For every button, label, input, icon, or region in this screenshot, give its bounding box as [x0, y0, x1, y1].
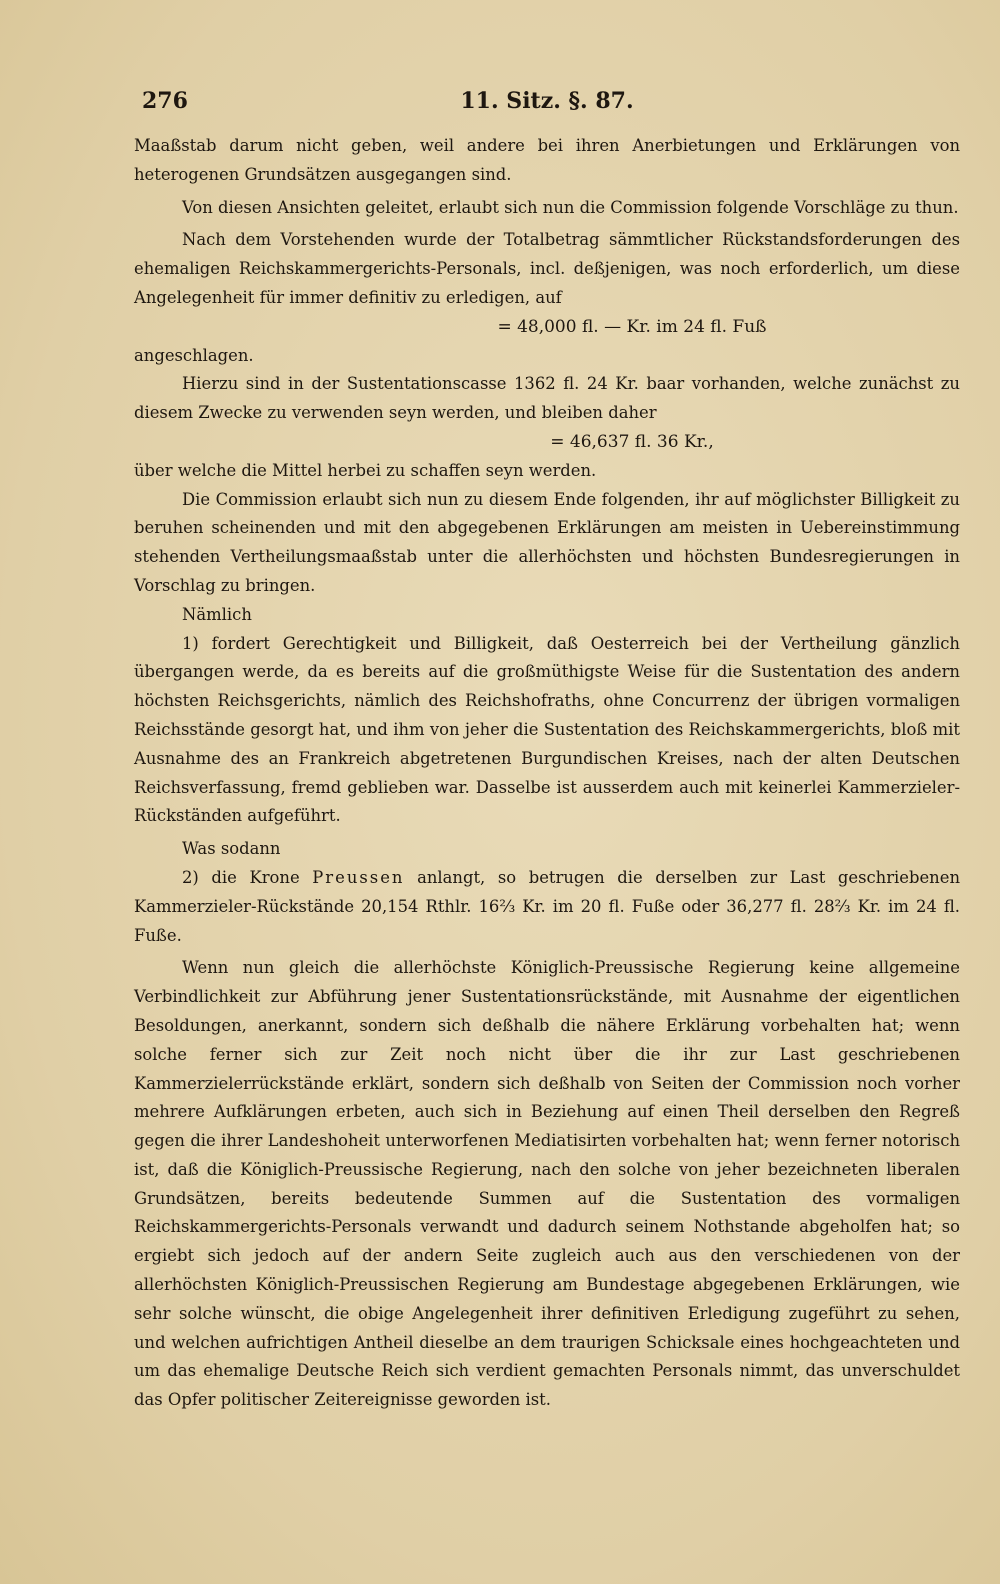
paragraph: Was sodann: [182, 839, 281, 859]
paragraph: Die Commission erlaubt sich nun zu diesem Ende folgenden, ihr auf möglichster Billigkeit zu beruhen scheinenden und mit den abgegebenen Erklärungen am meisten in Uebereinstimmung stehenden Vertheilungsmaaßstab unter die allerhöchsten und höchsten Bundesregierungen in Vorschlag zu bringen.: [134, 489, 960, 595]
list-item-2-rest: anlangt, so betrugen die derselben zur Last geschriebenen Kammerzieler-Rückstände 20,154 Rthlr. 16⅔ Kr. im 20 fl. Fuße oder 36,277 fl. 28⅔ Kr. im 24 fl. Fuße.: [134, 867, 960, 945]
sum-line: = 48,000 fl. — Kr. im 24 fl. Fuß: [497, 316, 767, 337]
body-text: [134, 132, 960, 1415]
paragraph: über welche die Mittel herbei zu schaffen seyn werden.: [134, 460, 597, 480]
emphasis-preussen: Preussen: [312, 867, 405, 887]
list-item-2: [134, 864, 960, 950]
page-header: [142, 88, 952, 124]
sum-line: = 46,637 fl. 36 Kr.,: [550, 431, 714, 452]
page-number: 276: [142, 88, 188, 114]
running-head: 11. Sitz. §. 87.: [460, 88, 634, 114]
paragraph: Wenn nun gleich die allerhöchste Königlich-Preussische Regierung keine allgemeine Verbindlichkeit zur Abführung jener Sustentationsrückstände, mit Ausnahme der eigentlichen Besoldungen, anerkannt, sondern sich deßhalb die nähere Erklärung vorbehalten hat; wenn solche ferner sich zur Zeit noch nicht über die ihr zur Last geschriebenen Kammerzielerrückstände erklärt, sondern sich deßhalb von Seiten der Commission noch vorher mehrere Aufklärungen erbeten, auch sich in Beziehung auf einen Theil derselben den Regreß gegen die ihrer Landeshoheit unterworfenen Mediatisirten vorbehalten hat; wenn ferner notorisch ist, daß die Königlich-Preussische Regierung, nach den solche von jeher bezeichneten liberalen Grundsätzen, bereits bedeutende Summen auf die Sustentation des vormaligen Reichskammergerichts-Personals verwandt und dadurch seinem Nothstande abgeholfen hat; so ergiebt sich jedoch auf der andern Seite zugleich auch aus den verschiedenen von der allerhöchsten Königlich-Preussischen Regierung am Bundestage abgegebenen Erklärungen, wie sehr solche wünscht, die obige Angelegenheit ihrer definitiven Erledigung zugeführt zu sehen, und welchen aufrichtigen Antheil dieselbe an dem traurigen Schicksale eines hochgeachteten und um das ehemalige Deutsche Reich sich verdient gemachten Personals nimmt, das unverschuldet das Opfer politischer Zeitereignisse geworden ist.: [134, 958, 960, 1410]
list-item-2-lead: 2) die Krone: [182, 867, 300, 887]
paragraph: Nach dem Vorstehenden wurde der Totalbetrag sämmtlicher Rückstandsforderungen des ehemaligen Reichskammergerichts-Personals, incl. deßjenigen, was noch erforderlich, um diese Angelegenheit für immer definitiv zu erledigen, auf: [134, 230, 960, 307]
paragraph: angeschlagen.: [134, 345, 254, 365]
paragraph: Hierzu sind in der Sustentationscasse 1362 fl. 24 Kr. baar vorhanden, welche zunächst zu diesem Zwecke zu verwenden seyn werden, und bleiben daher: [134, 374, 960, 423]
paragraph: Nämlich: [182, 604, 252, 624]
paragraph-continuation: Maaßstab darum nicht geben, weil andere bei ihren Anerbietungen und Erklärungen von heterogenen Grundsätzen ausgegangen sind.: [134, 136, 960, 184]
list-item-1: 1) fordert Gerechtigkeit und Billigkeit, daß Oesterreich bei der Vertheilung gänzlich übergangen werde, da es bereits auf die großmüthigste Weise für die Sustentation des andern höchsten Reichsgerichts, nämlich des Reichshofraths, ohne Concurrenz der übrigen vormaligen Reichsstände gesorgt hat, und ihm von jeher die Sustentation des Reichskammergerichts, bloß mit Ausnahme des an Frankreich abgetretenen Burgundischen Kreises, nach der alten Deutschen Reichsverfassung, fremd geblieben war. Dasselbe ist ausserdem auch mit keinerlei Kammerzieler-Rückständen aufgeführt.: [134, 633, 960, 826]
paragraph: Von diesen Ansichten geleitet, erlaubt sich nun die Commission folgende Vorschläge zu thun.: [182, 197, 959, 217]
